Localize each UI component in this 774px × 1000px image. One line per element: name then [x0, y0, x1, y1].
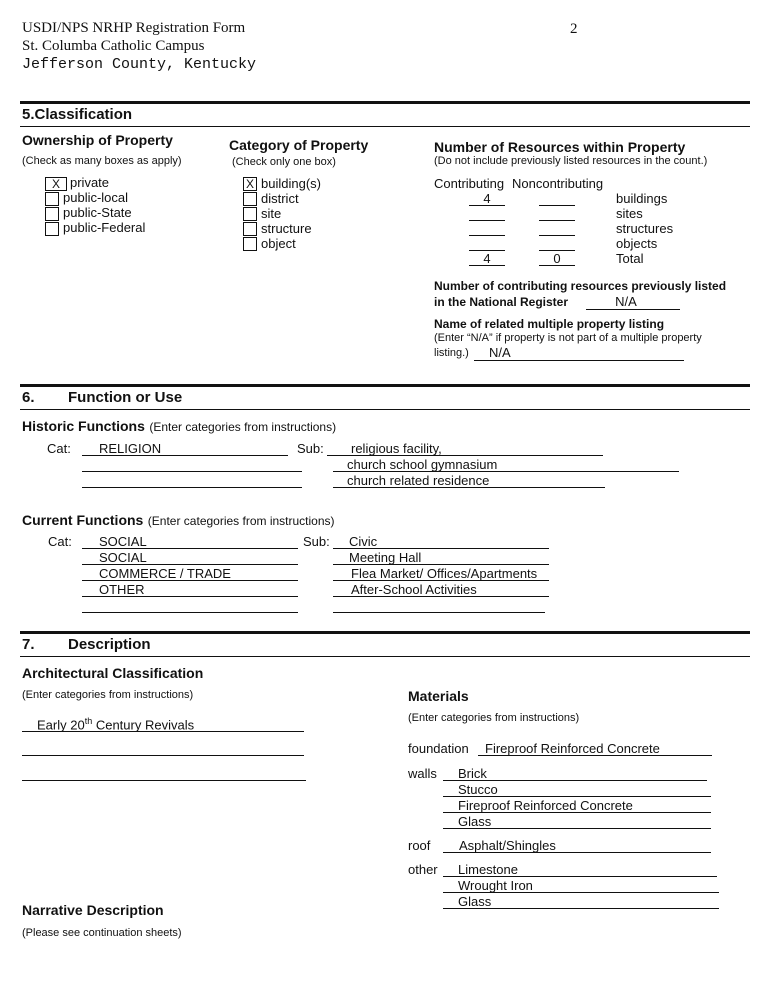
walls-label: walls: [408, 766, 437, 781]
section-7-number: 7.: [22, 636, 35, 653]
ownership-note: (Check as many boxes as apply): [22, 155, 182, 167]
current-cat-1: SOCIAL: [99, 534, 147, 549]
contributing-buildings: 4: [483, 191, 491, 206]
noncontributing-total: 0: [553, 251, 561, 266]
resources-note: (Do not include previously listed resources in the count.): [434, 155, 708, 167]
checkbox-label: private: [70, 175, 110, 190]
narrative-heading: Narrative Description: [22, 902, 164, 918]
field-line: [539, 205, 575, 206]
resource-label: structures: [616, 221, 674, 236]
walls-value-4: Glass: [458, 814, 492, 829]
cat-label: Cat:: [47, 441, 71, 456]
section-rule: [20, 656, 750, 657]
current-sub-4: After-School Activities: [351, 582, 477, 597]
contributing-total: 4: [483, 251, 491, 266]
current-functions-note: (Enter categories from instructions): [147, 514, 335, 528]
walls-value-3: Fireproof Reinforced Concrete: [458, 798, 633, 813]
historic-cat-1: RELIGION: [99, 441, 162, 456]
field-line: [82, 471, 302, 472]
multiple-listing-note: (Enter “N/A” if property is not part of a multiple property: [434, 332, 702, 344]
current-cat-3: COMMERCE / TRADE: [99, 566, 231, 581]
other-value-2: Wrought Iron: [458, 878, 533, 893]
arch-classification-value: Early 20th Century Revivals: [37, 716, 195, 733]
other-label: other: [408, 862, 438, 877]
resource-label: sites: [616, 206, 643, 221]
field-line: [539, 235, 575, 236]
arch-classification-note: (Enter categories from instructions): [22, 689, 194, 701]
roof-value: Asphalt/Shingles: [459, 838, 556, 853]
section-rule: [20, 384, 750, 387]
field-line: [82, 487, 302, 488]
checkbox-label: public-local: [63, 190, 129, 205]
other-value-3: Glass: [458, 894, 492, 909]
historic-functions-heading: Historic Functions: [22, 418, 145, 434]
checkbox-site[interactable]: [243, 207, 257, 221]
walls-value-1: Brick: [458, 766, 487, 781]
form-title: USDI/NPS NRHP Registration Form: [22, 20, 246, 36]
roof-label: roof: [408, 838, 431, 853]
checkbox-label: public-Federal: [63, 220, 146, 235]
prev-listed-label: in the National Register: [434, 295, 569, 309]
foundation-label: foundation: [408, 741, 469, 756]
walls-value-2: Stucco: [458, 782, 498, 797]
materials-heading: Materials: [408, 688, 469, 704]
checkbox-public-federal[interactable]: [45, 222, 59, 236]
resource-label: Total: [616, 251, 644, 266]
resource-label: buildings: [616, 191, 668, 206]
multiple-listing-note: listing.): [434, 347, 469, 359]
other-value-1: Limestone: [458, 862, 518, 877]
checkbox-public-local[interactable]: [45, 192, 59, 206]
narrative-note: (Please see continuation sheets): [22, 927, 182, 939]
section-rule: [20, 631, 750, 634]
current-sub-1: Civic: [349, 534, 378, 549]
noncontributing-header: Noncontributing: [512, 176, 604, 191]
section-rule: [20, 409, 750, 410]
prev-listed-label: Number of contributing resources previously listed: [434, 279, 727, 293]
materials-note: (Enter categories from instructions): [408, 712, 580, 724]
sub-label: Sub:: [297, 441, 324, 456]
historic-sub-1: religious facility,: [351, 441, 442, 456]
historic-functions-label: [22, 418, 336, 436]
field-line: [82, 612, 298, 613]
checkbox-label: structure: [261, 221, 312, 236]
historic-sub-3: church related residence: [347, 473, 490, 488]
current-functions-heading: Current Functions: [22, 512, 144, 528]
multiple-listing-heading: Name of related multiple property listing: [434, 317, 665, 331]
current-sub-2: Meeting Hall: [349, 550, 422, 565]
section-7-title: Description: [68, 636, 151, 653]
field-line: [333, 612, 545, 613]
resources-heading: Number of Resources within Property: [434, 139, 686, 155]
cat-label: Cat:: [48, 534, 72, 549]
checkbox-label: building(s): [261, 176, 321, 191]
category-note: (Check only one box): [232, 156, 336, 168]
section-rule: [20, 101, 750, 104]
resource-label: objects: [616, 236, 658, 251]
arch-classification-heading: Architectural Classification: [22, 665, 204, 681]
contributing-header: Contributing: [434, 176, 505, 191]
field-line: [586, 309, 680, 310]
field-line: [469, 235, 505, 236]
checkbox-private[interactable]: X: [45, 177, 67, 191]
field-line: [474, 360, 684, 361]
checkbox-district[interactable]: [243, 192, 257, 206]
foundation-value: Fireproof Reinforced Concrete: [485, 741, 660, 756]
ownership-heading: Ownership of Property: [22, 132, 173, 148]
section-5-title: 5.Classification: [22, 106, 133, 123]
checkbox-label: site: [261, 206, 282, 221]
historic-sub-2: church school gymnasium: [347, 457, 498, 472]
multiple-listing-value: N/A: [489, 345, 511, 360]
checkbox-label: object: [261, 236, 296, 251]
sub-label: Sub:: [303, 534, 330, 549]
historic-functions-note: (Enter categories from instructions): [149, 420, 337, 434]
current-cat-2: SOCIAL: [99, 550, 147, 565]
property-name: St. Columba Catholic Campus: [22, 38, 205, 54]
field-line: [22, 780, 306, 781]
checkbox-object[interactable]: [243, 237, 257, 251]
category-heading: Category of Property: [229, 137, 369, 153]
page-number: 2: [570, 21, 578, 37]
checkbox-label: district: [261, 191, 299, 206]
section-6-title: Function or Use: [68, 389, 183, 406]
checkbox-label: public-State: [63, 205, 132, 220]
checkbox-structure[interactable]: [243, 222, 257, 236]
field-line: [539, 220, 575, 221]
prev-listed-value: N/A: [615, 294, 637, 309]
section-rule: [20, 126, 750, 127]
field-line: [22, 755, 304, 756]
field-line: [469, 220, 505, 221]
current-functions-label: [22, 512, 335, 530]
checkbox-public-state[interactable]: [45, 207, 59, 221]
property-location: Jefferson County, Kentucky: [22, 56, 257, 73]
checkbox-buildings[interactable]: X: [243, 177, 257, 191]
section-6-number: 6.: [22, 389, 35, 406]
current-cat-4: OTHER: [99, 582, 145, 597]
current-sub-3: Flea Market/ Offices/Apartments: [351, 566, 538, 581]
